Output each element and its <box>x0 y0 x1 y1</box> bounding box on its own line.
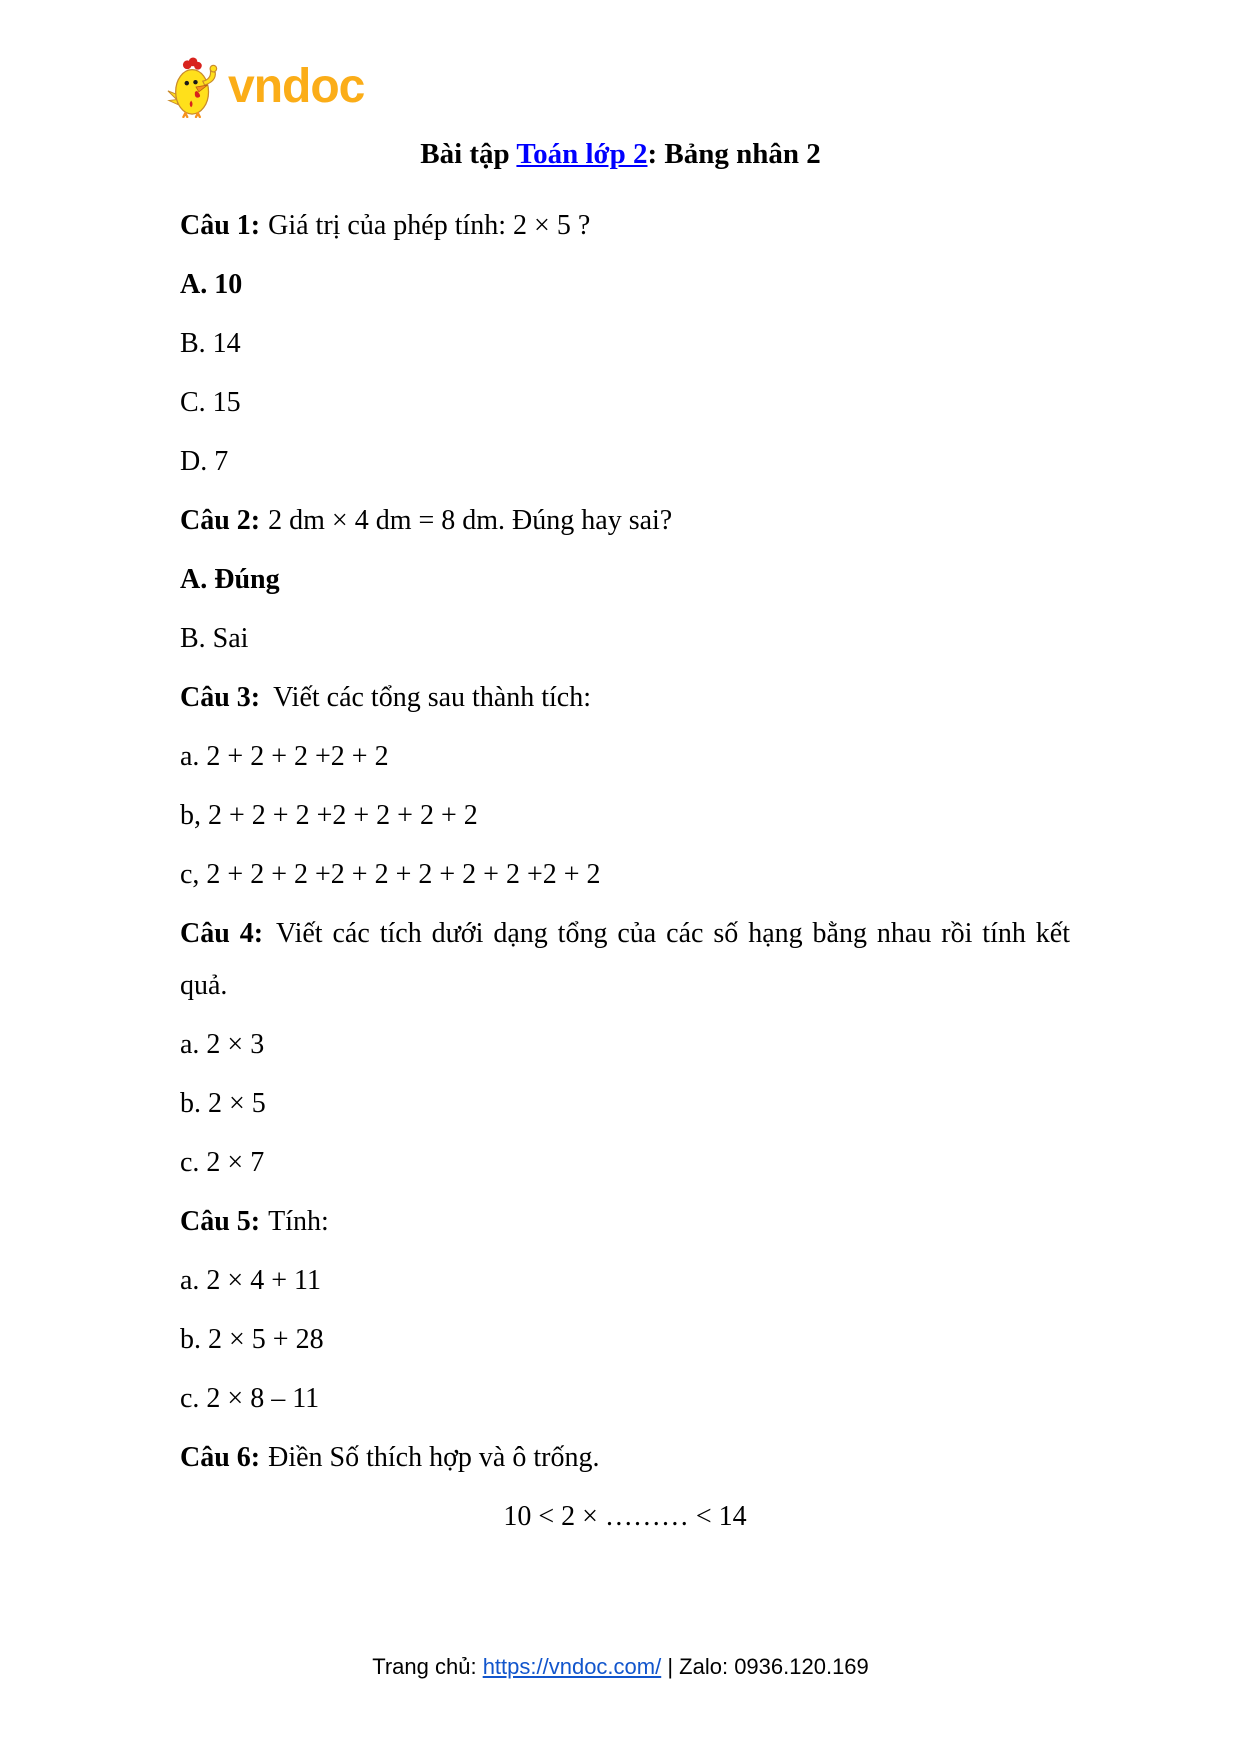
title-suffix: : Bảng nhân 2 <box>647 138 821 170</box>
question-5-label: Câu 5: <box>180 1206 261 1237</box>
question-5-item-a: a. 2 × 4 + 11 <box>180 1265 321 1296</box>
footer-home-label: Trang chủ: <box>372 1654 477 1679</box>
vndoc-logo <box>166 56 364 118</box>
question-5 <box>180 1196 1070 1248</box>
page-footer <box>0 1652 1241 1682</box>
question-6-label: Câu 6: <box>180 1442 261 1473</box>
footer-home-link[interactable]: https://vndoc.com/ <box>482 1654 662 1679</box>
question-2 <box>180 495 1070 547</box>
question-4-label: Câu 4: <box>180 918 264 949</box>
chicken-mascot-icon <box>166 56 224 118</box>
question-6-text: Điền Số thích hợp và ô trống. <box>268 1442 600 1473</box>
question-5-item-b: b. 2 × 5 + 28 <box>180 1324 324 1355</box>
question-5-text: Tính: <box>268 1206 329 1237</box>
question-2-option-b: B. Sai <box>180 623 249 654</box>
question-4 <box>180 908 1070 1012</box>
question-3-item-b: b, 2 + 2 + 2 +2 + 2 + 2 + 2 <box>180 800 478 831</box>
question-1-option-b: B. 14 <box>180 328 241 359</box>
question-1-option-a: A. 10 <box>180 269 243 300</box>
question-5-item-c: c. 2 × 8 – 11 <box>180 1383 320 1414</box>
toan-lop-2-link[interactable]: Toán lớp 2 <box>516 138 648 170</box>
title-prefix: Bài tập <box>420 138 510 170</box>
question-3 <box>180 672 1070 724</box>
question-3-item-c: c, 2 + 2 + 2 +2 + 2 + 2 + 2 + 2 +2 + 2 <box>180 859 601 890</box>
footer-zalo-text: | Zalo: 0936.120.169 <box>667 1654 869 1679</box>
question-4-text: Viết các tích dưới dạng tổng của các số hạng bằng nhau rồi tính kết quả. <box>180 918 1070 1001</box>
question-6-formula: 10 < 2 × ……… < 14 <box>503 1501 747 1532</box>
document-body <box>180 200 1070 1550</box>
page-title <box>0 136 1241 172</box>
question-2-option-a: A. Đúng <box>180 564 280 595</box>
question-3-text: Viết các tổng sau thành tích: <box>273 682 592 713</box>
question-4-item-c: c. 2 × 7 <box>180 1147 265 1178</box>
question-1-option-d: D. 7 <box>180 446 229 477</box>
question-4-item-a: a. 2 × 3 <box>180 1029 265 1060</box>
vndoc-wordmark: vndoc <box>228 60 365 113</box>
question-2-text: 2 dm × 4 dm = 8 dm. Đúng hay sai? <box>268 505 673 536</box>
question-4-item-b: b. 2 × 5 <box>180 1088 266 1119</box>
question-1-label: Câu 1: <box>180 210 261 241</box>
question-3-item-a: a. 2 + 2 + 2 +2 + 2 <box>180 741 389 772</box>
question-2-label: Câu 2: <box>180 505 261 536</box>
question-3-label: Câu 3: <box>180 682 261 713</box>
question-1-option-c: C. 15 <box>180 387 241 418</box>
question-1 <box>180 200 1070 252</box>
question-6 <box>180 1432 1070 1484</box>
question-1-text: Giá trị của phép tính: 2 × 5 ? <box>268 210 591 241</box>
